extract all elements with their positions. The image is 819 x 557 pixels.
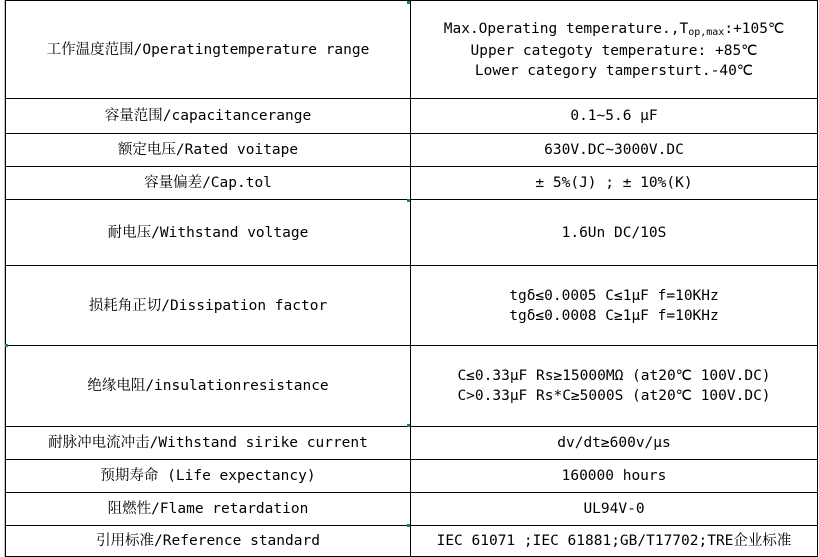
label-cell: 工作温度范围/Operatingtemperature range	[6, 1, 411, 99]
table-row	[6, 460, 818, 493]
table-row	[6, 266, 818, 346]
table-row	[6, 200, 818, 266]
value-cell: ± 5%(J) ; ± 10%(K)	[411, 167, 818, 200]
value-cell	[411, 266, 818, 346]
value-cell: 1.6Un DC/10S	[411, 200, 818, 266]
table-row	[6, 99, 818, 134]
label-cell: 容量偏差/Cap.tol	[6, 167, 411, 200]
label-cell: 额定电压/Rated voitape	[6, 134, 411, 167]
value-cell: 160000 hours	[411, 460, 818, 493]
cell-comment-marker	[407, 524, 410, 527]
value-cell: UL94V-0	[411, 493, 818, 526]
table-row	[6, 526, 818, 557]
table-row	[6, 1, 818, 99]
label-cell: 耐脉冲电流冲击/Withstand sirike current	[6, 427, 411, 460]
label-cell: 容量范围/capacitancerange	[6, 99, 411, 134]
label-cell: 引用标准/Reference standard	[6, 526, 411, 557]
cell-comment-marker	[407, 1, 410, 4]
value-line: C>0.33μF Rs*C≥5000S (at20℃ 100V.DC)	[457, 388, 771, 404]
table-row	[6, 346, 818, 427]
value-cell: IEC 61071 ;IEC 61881;GB/T17702;TRE企业标准	[411, 526, 818, 557]
value-line: C≤0.33μF Rs≥15000MΩ (at20℃ 100V.DC)	[457, 368, 771, 384]
label-cell: 损耗角正切/Dissipation factor	[6, 266, 411, 346]
table-row	[6, 493, 818, 526]
value-line: Max.Operating temperature.,Top,max:+105℃	[443, 20, 785, 38]
cell-comment-marker	[407, 199, 410, 202]
value-cell	[411, 346, 818, 427]
value-line: tgδ≤0.0005 C≤1μF f=10KHz	[509, 287, 719, 304]
value-cell: dv/dt≥600v/μs	[411, 427, 818, 460]
table-row	[6, 427, 818, 460]
value-cell	[411, 1, 818, 99]
table-row	[6, 134, 818, 167]
label-cell: 耐电压/Withstand voltage	[6, 200, 411, 266]
value-line: Lower category tampersturt.-40℃	[474, 62, 754, 79]
cell-comment-marker	[407, 424, 410, 427]
table-row	[6, 167, 818, 200]
value-cell: 630V.DC~3000V.DC	[411, 134, 818, 167]
value-line: tgδ≤0.0008 C≥1μF f=10KHz	[509, 307, 719, 324]
label-cell: 阻燃性/Flame retardation	[6, 493, 411, 526]
cell-comment-marker	[5, 344, 8, 347]
value-cell: 0.1~5.6 μF	[411, 99, 818, 134]
label-cell: 绝缘电阻/insulationresistance	[6, 346, 411, 427]
spec-table	[5, 0, 818, 557]
label-cell: 预期寿命 (Life expectancy)	[6, 460, 411, 493]
value-line: Upper categoty temperature: +85℃	[470, 42, 758, 59]
